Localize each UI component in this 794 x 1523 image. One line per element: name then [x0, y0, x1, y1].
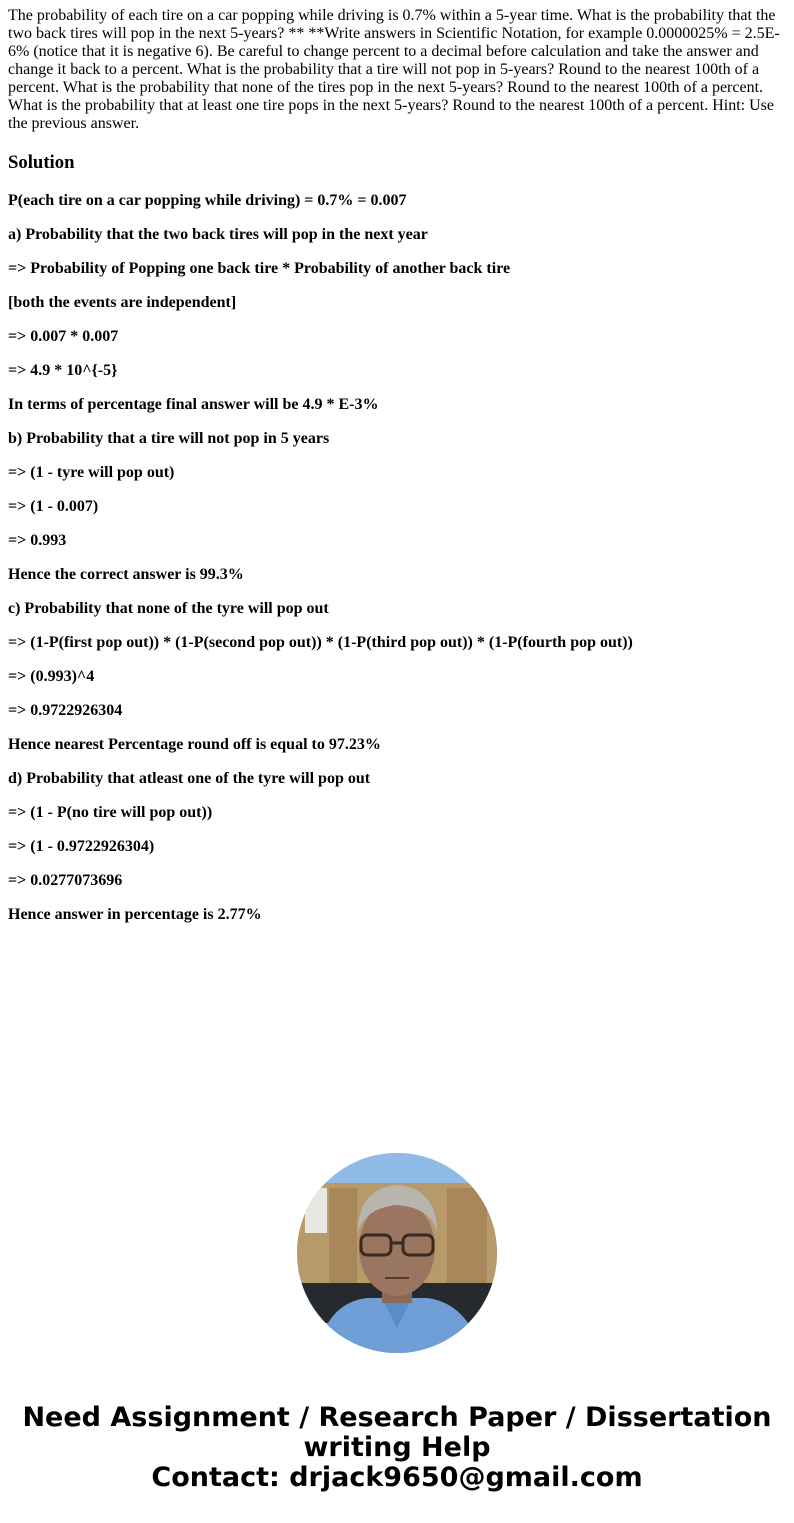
question-text: The probability of each tire on a car popping while driving is 0.7% within a 5-year time. What is the probability that the two back tires will pop in the next 5-years? ** **Write answers in Scientific Notation, for example 0.0000025% = 2.5E-6% (notice that it is negative 6). Be careful to change percent to a decimal before calculation and take the answer and change it back to a percent. What is the probability that a tire will not pop in 5-years? Round to the nearest 100th of a percent. What is the probability that none of the tires pop in the next 5-years? Round to the nearest 100th of a percent. What is the probability that at least one tire pops in the next 5-years? Round to the nearest 100th of a percent. Hint: Use the previous answer.	[8, 7, 780, 132]
solution-step: => (1-P(first pop out)) * (1-P(second pop out)) * (1-P(third pop out)) * (1-P(fourth pop out))	[8, 634, 633, 651]
solution-step: d) Probability that atleast one of the tyre will pop out	[8, 770, 371, 787]
solution-step: => Probability of Popping one back tire * Probability of another back tire	[8, 260, 511, 277]
promo-line-2: writing Help	[303, 1432, 491, 1463]
solution-step: => 0.993	[8, 532, 67, 549]
solution-step: b) Probability that a tire will not pop in 5 years	[8, 430, 330, 447]
solution-step: => 0.9722926304	[8, 702, 123, 719]
solution-step: Hence the correct answer is 99.3%	[8, 566, 244, 583]
solution-step: Hence answer in percentage is 2.77%	[8, 906, 262, 923]
solution-step: In terms of percentage final answer will be 4.9 * E-3%	[8, 396, 379, 413]
solution-step: => (1 - tyre will pop out)	[8, 464, 175, 481]
solution-step: => 0.007 * 0.007	[8, 328, 119, 345]
promo-contact: Contact: drjack9650@gmail.com	[151, 1462, 643, 1493]
solution-steps	[8, 192, 633, 940]
promo-banner	[0, 1403, 794, 1493]
solution-step: Hence nearest Percentage round off is equal to 97.23%	[8, 736, 381, 753]
solution-step: => 4.9 * 10^{-5}	[8, 362, 118, 379]
solution-step: [both the events are independent]	[8, 294, 237, 311]
promo-line-1: Need Assignment / Research Paper / Dissertation	[22, 1402, 772, 1433]
tutor-portrait-icon	[297, 1153, 497, 1353]
solution-step: => (1 - 0.9722926304)	[8, 838, 155, 855]
solution-heading: Solution	[8, 152, 75, 173]
solution-step: => (1 - 0.007)	[8, 498, 99, 515]
tutor-avatar	[297, 1153, 497, 1353]
solution-step: => (0.993)^4	[8, 668, 95, 685]
solution-step: c) Probability that none of the tyre will pop out	[8, 600, 329, 617]
solution-step: P(each tire on a car popping while driving) = 0.7% = 0.007	[8, 192, 407, 209]
solution-step: => (1 - P(no tire will pop out))	[8, 804, 213, 821]
solution-step: => 0.0277073696	[8, 872, 123, 889]
solution-step: a) Probability that the two back tires will pop in the next year	[8, 226, 428, 243]
